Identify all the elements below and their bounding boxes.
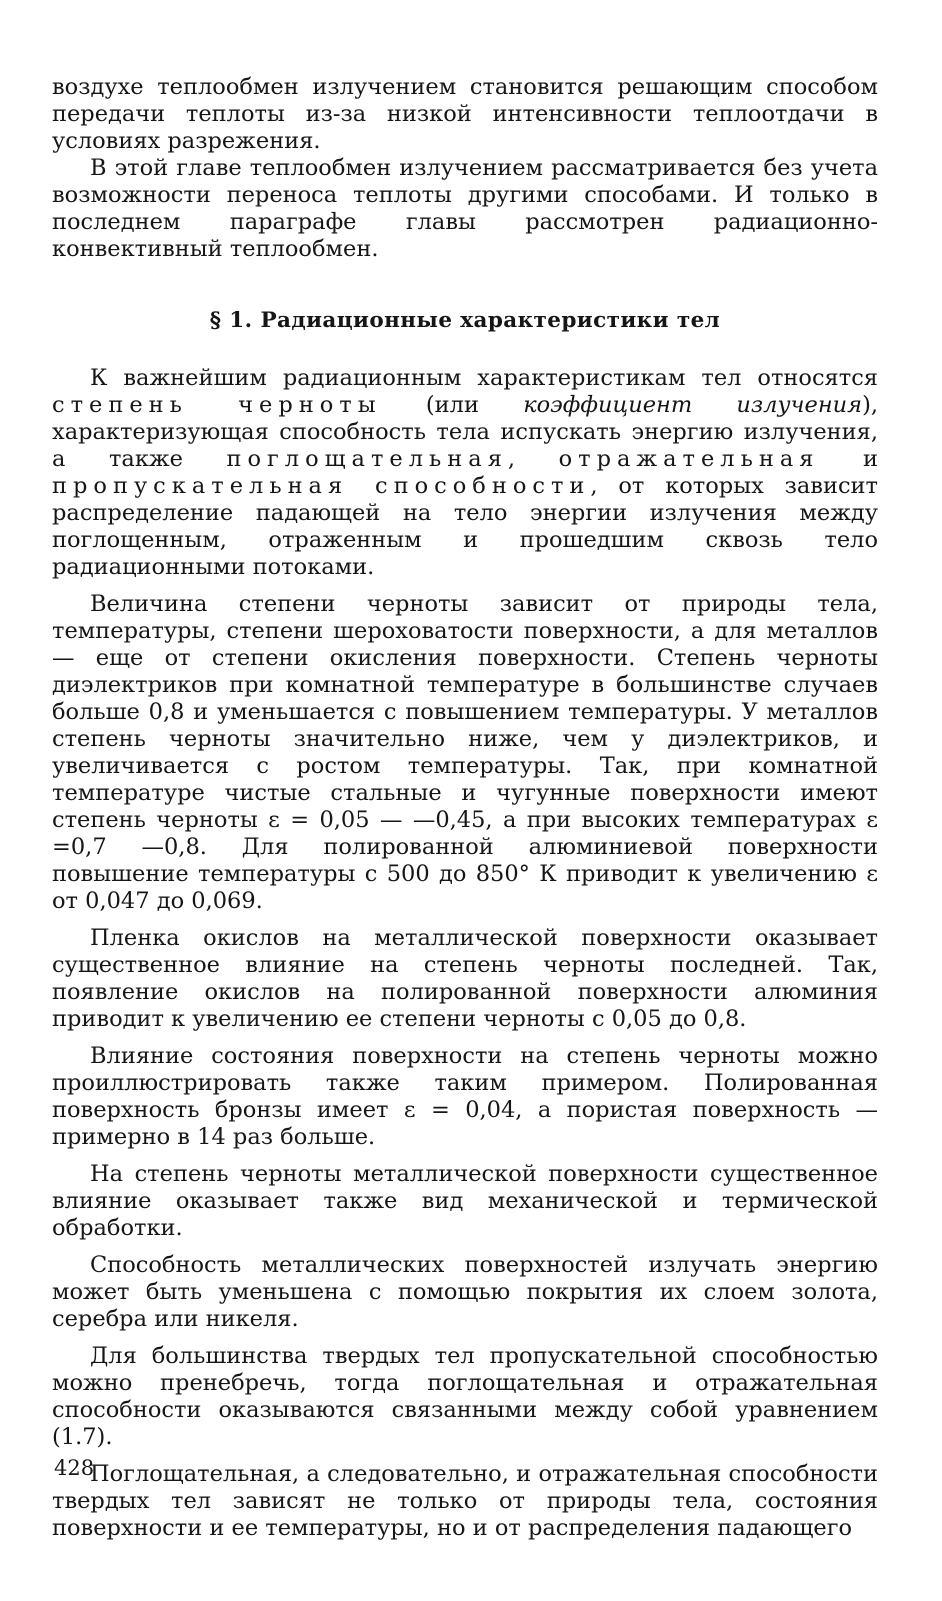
spaced-term-reflective: отражательная <box>558 446 820 472</box>
text-run: К важнейшим радиационным характеристикам тел относятся <box>90 365 878 391</box>
paragraph-machining: На степень черноты металлической поверхности существенное влияние оказывает также вид механической и термической обработки. <box>52 1161 878 1241</box>
paragraph-radiative-characteristics <box>52 365 878 581</box>
paragraph-absorptivity: Поглощательная, а следовательно, и отражательная способности твердых тел зависят не только от природы тела, состояния поверхности и ее температуры, но и от распределения падающего <box>52 1461 878 1541</box>
paragraph-surface-state: Влияние состояния поверхности на степень черноты можно проиллюстрировать также таким примером. Полированная поверхность бронзы имеет ε = 0,04, а пористая поверхность — примерно в 14 раз больше. <box>52 1043 878 1150</box>
section-heading: § 1. Радиационные характеристики тел <box>209 308 721 333</box>
page-number: 428 <box>54 1456 95 1480</box>
text-run: , от которых зависит распределение падающей на тело энергии излучения между поглощенным, отраженным и прошедшим сквозь тело радиационными потоками. <box>52 473 879 580</box>
spaced-term-absorptive: поглощательная <box>226 446 508 472</box>
text-run: ), характеризующая способность тела испускать энергию излучения, а также <box>52 392 878 472</box>
paragraph-oxide-film: Пленка окислов на металлической поверхности оказывает существенное влияние на степень черноты последней. Так, появление окислов на полированной поверхности алюминия приводит к увеличению ее степени черноты с 0,05 до 0,8. <box>52 925 878 1032</box>
text-run: (или <box>381 392 524 418</box>
spaced-term-emissivity: степень черноты <box>52 392 382 418</box>
paragraph-chapter-scope: В этой главе теплообмен излучением рассматривается без учета возможности переноса теплоты другими способами. И только в последнем параграфе главы рассмотрен радиационно-конвективный теплообмен. <box>52 155 878 262</box>
paragraph-transmissivity: Для большинства твердых тел пропускательной способностью можно пренебречь, тогда поглощательная и отражательная способности оказываются связанными между собой уравнением (1.7). <box>52 1343 878 1450</box>
text-run: и <box>819 446 878 472</box>
paragraph-coating: Способность металлических поверхностей излучать энергию может быть уменьшена с помощью покрытия их слоем золота, серебра или никеля. <box>52 1252 878 1332</box>
italic-term-emission-coefficient: коэффициент излучения <box>523 392 863 418</box>
spaced-term-transmissive: пропускательная способности <box>52 473 591 499</box>
text-run: , <box>507 446 559 472</box>
paragraph-intro-continued: воздухе теплообмен излучением становится решающим способом передачи теплоты из-за низкой интенсивности теплоотдачи в условиях разрежения. <box>52 74 878 154</box>
page-content <box>52 74 878 1542</box>
paragraph-emissivity-dependence: Величина степени черноты зависит от природы тела, температуры, степени шероховатости поверхности, а для металлов — еще от степени окисления поверхности. Степень черноты диэлектриков при комнатной температуре в большинстве случаев больше 0,8 и уменьшается с повышением температуры. У металлов степень черноты значительно ниже, чем у диэлектриков, и увеличивается с ростом температуры. Так, при комнатной температуре чистые стальные и чугунные поверхности имеют степень черноты ε = 0,05 — —0,45, а при высоких температурах ε =0,7 —0,8. Для полированной алюминиевой поверхности повышение температуры с 500 до 850° К приводит к увеличению ε от 0,047 до 0,069. <box>52 591 878 914</box>
